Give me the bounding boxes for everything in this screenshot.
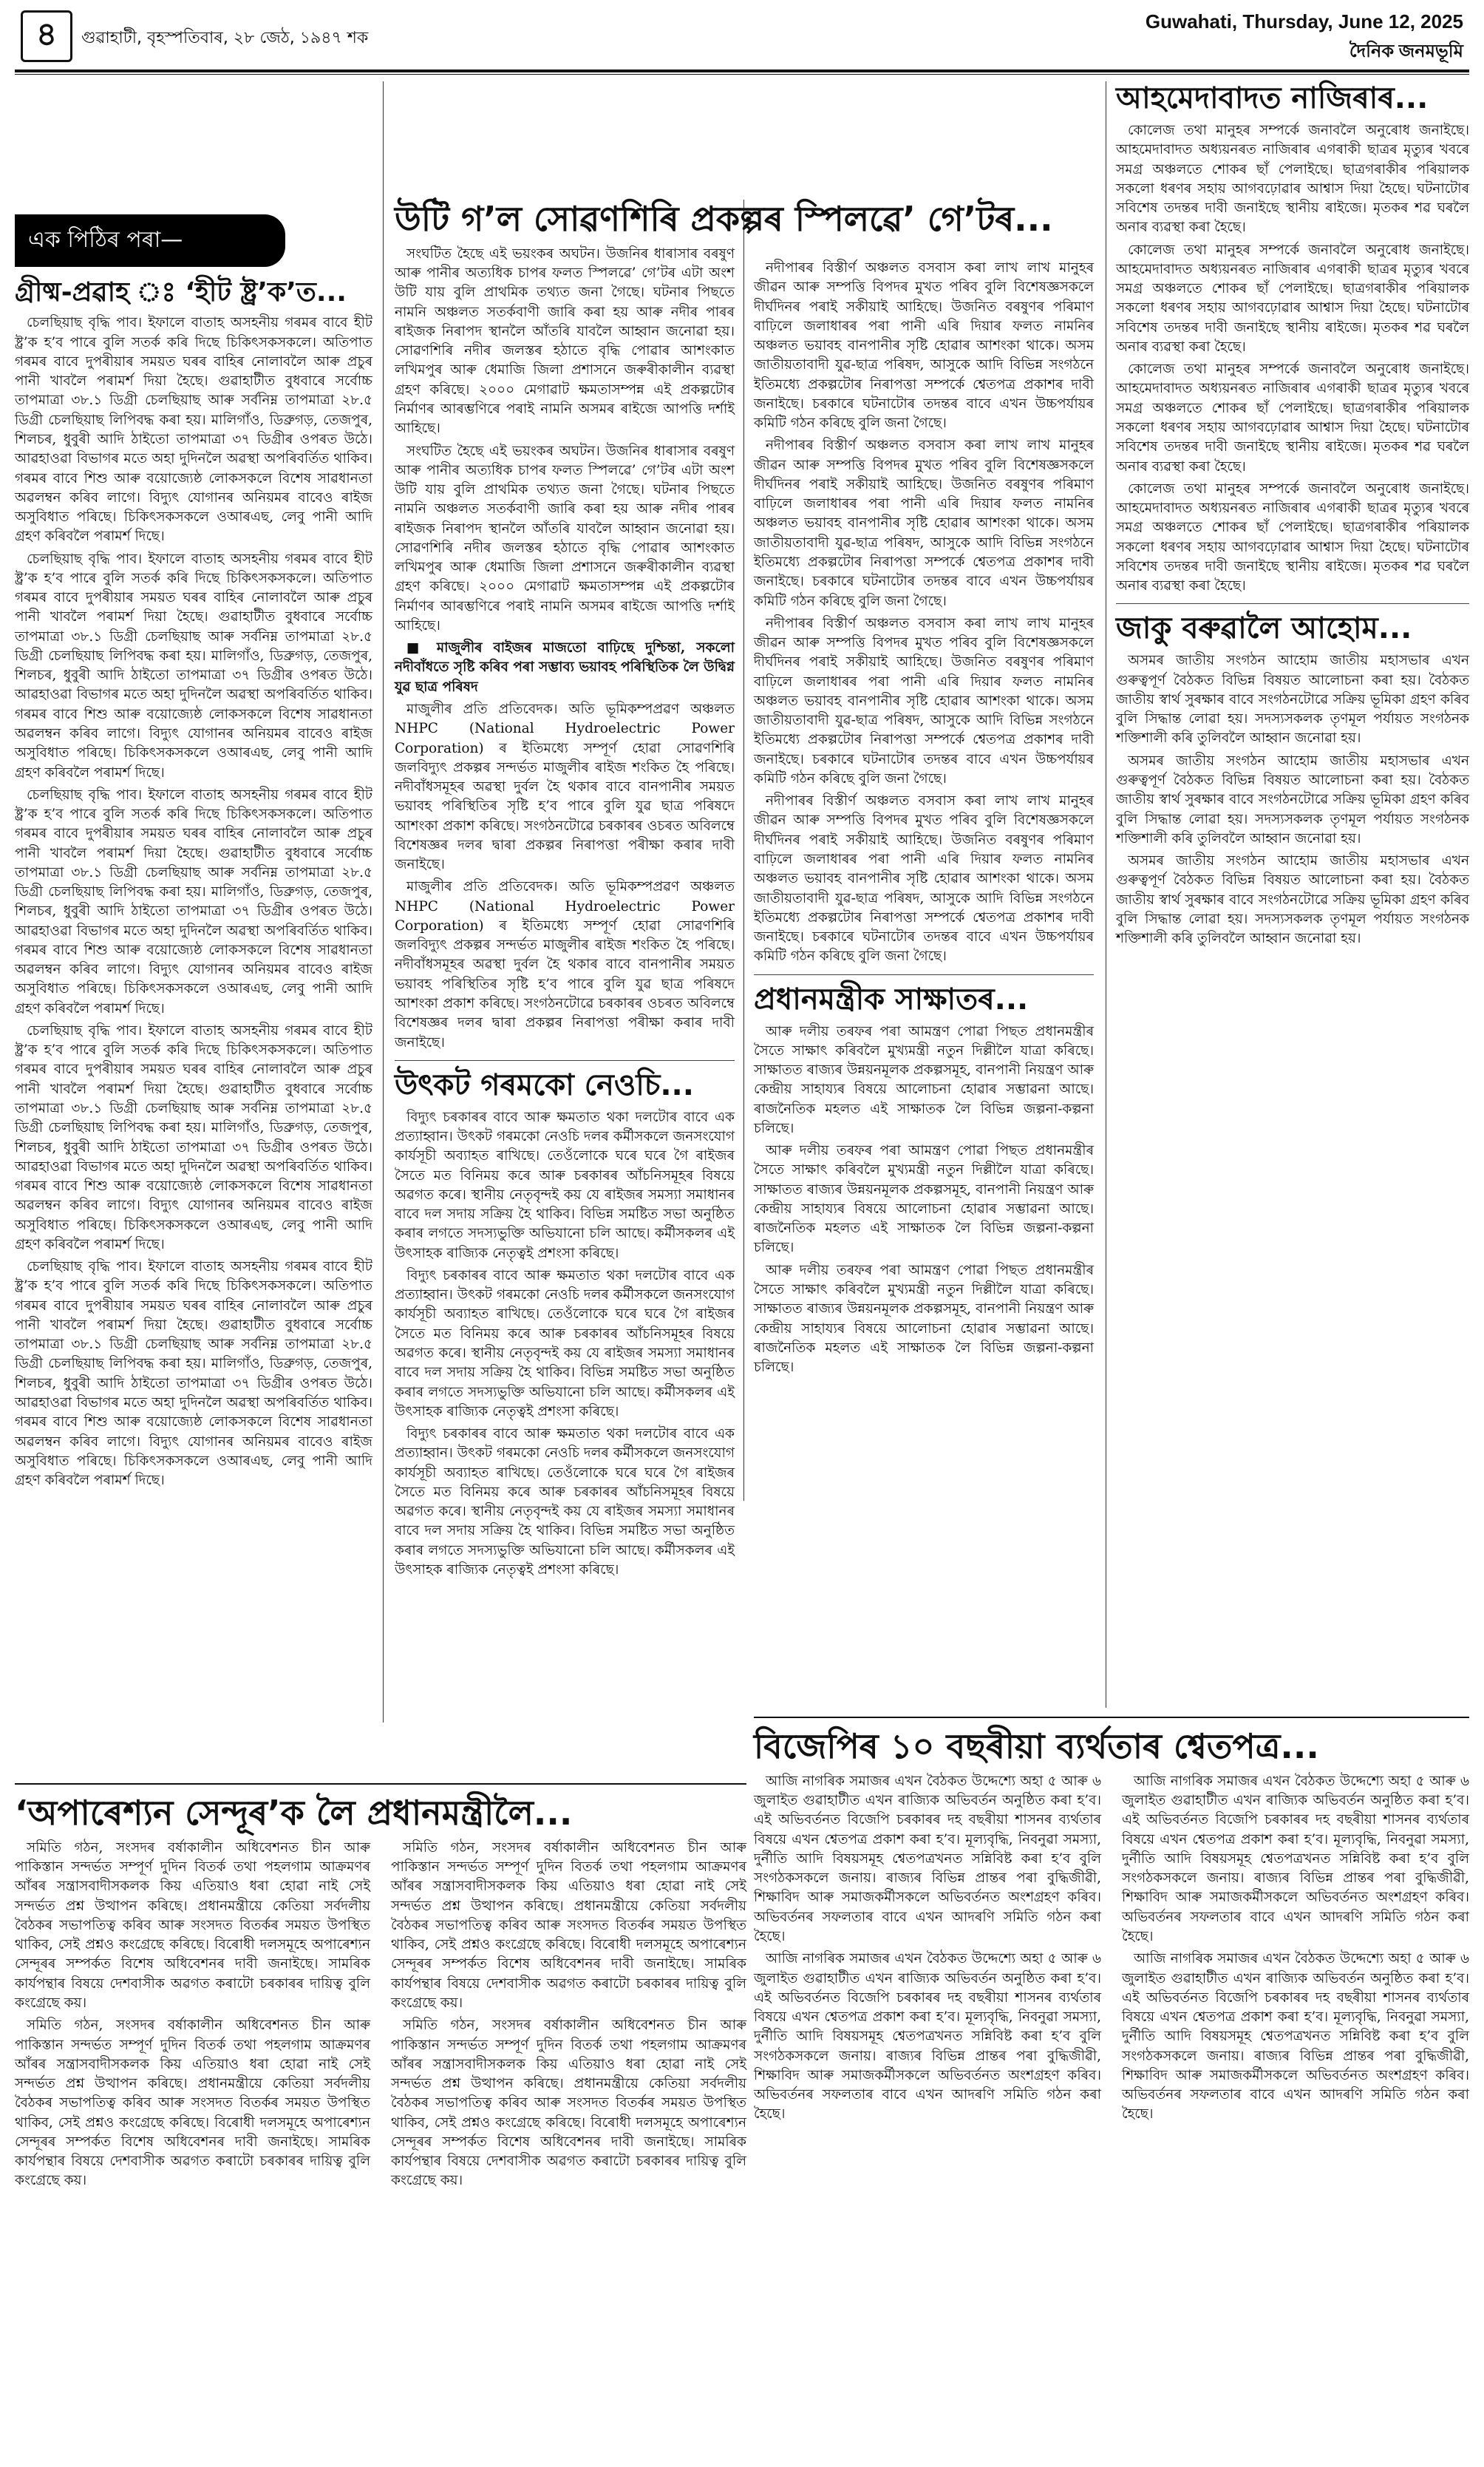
article-body: কোলেজ তথা মানুহৰ সম্পৰ্কে জনাবলৈ অনুৰোধ জনাইছে। আহমেদাবাদত অধ্যয়নৰত নাজিৰাৰ এগৰাকী ছাত্ৰৰ মৃত্যুৰ খবৰে সমগ্ৰ অঞ্চলতে শোকৰ ছাঁ পেলাইছে। ছাত্ৰগৰাকীৰ পৰিয়ালক সকলো ধৰণৰ সহায় আগবঢ়োৱাৰ আশ্বাস দিয়া হৈছে। ঘটনাটোৰ সবিশেষ তদন্তৰ দাবী জনাইছে স্থানীয় ৰাইজে। মৃতকৰ শৱ ঘৰলৈ অনাৰ ব্যৱস্থা কৰা হৈছে।: [1116, 481, 1469, 594]
article-body: বিদ্যুৎ চৰকাৰৰ বাবে আৰু ক্ষমতাত থকা দলটোৰ বাবে এক প্ৰত্যাহ্বান। উৎকট গৰমকো নেওচি দলৰ কৰ্মীসকলে জনসংযোগ কাৰ্যসূচী অব্যাহত ৰাখিছে। তেওঁলোকে ঘৰে ঘৰে গৈ ৰাইজৰ সৈতে মত বিনিময় কৰে আৰু চৰকাৰৰ আঁচনিসমূহৰ বিষয়ে অৱগত কৰে। স্থানীয় নেতৃবৃন্দই কয় যে ৰাইজৰ সমস্যা সমাধানৰ বাবে দল সদায় সক্ৰিয় হৈ থাকিব। বিভিন্ন সমষ্টিত সভা অনুষ্ঠিত কৰাৰ লগতে সদস্যভুক্তি অভিযানো চলি আছে। কৰ্মীসকলৰ এই উৎসাহক ৰাজ্যিক নেতৃত্বই প্ৰশংসা কৰিছে।: [395, 1267, 735, 1419]
article-body: সমিতি গঠন, সংসদৰ বৰ্ষাকালীন অধিবেশনত চীন আৰু পাকিস্তান সন্দৰ্ভত সম্পূৰ্ণ দুদিন বিতৰ্ক তথা পহলগাম আক্ৰমণৰ আঁৰৰ সন্ত্ৰাসবাদীসকলক কিয় এতিয়াও ধৰা হোৱা নাই সেই সন্দৰ্ভত প্ৰশ্ন উত্থাপন কৰিছে। প্ৰধানমন্ত্ৰীয়ে কেতিয়া সৰ্বদলীয় বৈঠকৰ সভাপতিত্ব কৰিব আৰু সংসদত বিতৰ্কৰ সময়ত উপস্থিত থাকিব, সেই প্ৰশ্নও কংগ্ৰেছে কৰিছে। বিৰোধী দলসমূহে অপাৰেশ্যন সেন্দূৰৰ সম্পৰ্কত বিশেষ অধিবেশনৰ দাবী জনাইছে। সামৰিক কাৰ্যপন্থাৰ বিষয়ে দেশবাসীক অৱগত কৰাটো চৰকাৰৰ দায়িত্ব বুলি কংগ্ৰেছে কয়।: [391, 2018, 746, 2189]
column-divider: [383, 81, 384, 1723]
article-body: মাজুলীৰ প্ৰতি প্ৰতিবেদক। অতি ভূমিকম্পপ্ৰৱণ অঞ্চলত NHPC (National Hydroelectric Power Corporation) ৰ ইতিমধ্যে সম্পূৰ্ণ হোৱা সোৱণশিৰি জলবিদ্যুৎ প্ৰকল্পৰ সন্দৰ্ভত মাজুলীৰ ৰাইজ শংকিত হৈ পৰিছে। নদীবাঁধসমূহৰ অৱস্থা দুৰ্বল হৈ থকাৰ বাবে বানপানীৰ সময়ত ভয়াবহ পৰিস্থিতিৰ সৃষ্টি হ’ব পাৰে বুলি যুৱ ছাত্ৰ পৰিষদে আশংকা প্ৰকাশ কৰিছে। সংগঠনটোৱে চৰকাৰৰ ওচৰত অবিলম্বে বিশেষজ্ঞৰ দলৰ দ্বাৰা প্ৰকল্পৰ নিৰাপত্তা পৰীক্ষা কৰাৰ দাবী জনাইছে।: [395, 879, 735, 1051]
article-body: আৰু দলীয় তৰফৰ পৰা আমন্ত্ৰণ পোৱা পিছত প্ৰধানমন্ত্ৰীৰ সৈতে সাক্ষাৎ কৰিবলৈ মুখ্যমন্ত্ৰী নতুন দিল্লীলৈ যাত্ৰা কৰিছে। সাক্ষাতত ৰাজ্যৰ উন্নয়নমূলক প্ৰকল্পসমূহ, বানপানী নিয়ন্ত্ৰণ আৰু কেন্দ্ৰীয় সাহায্যৰ বিষয়ে আলোচনা হোৱাৰ সম্ভাৱনা আছে। ৰাজনৈতিক মহলত এই সাক্ষাতক লৈ বিভিন্ন জল্পনা-কল্পনা চলিছে।: [754, 1023, 1094, 1136]
dateline-assamese: গুৱাহাটী, বৃহস্পতিবাৰ, ২৮ জেঠ, ১৯৪৭ শক: [81, 29, 369, 47]
column-3: [754, 259, 1094, 1442]
dateline-english: Guwahati, Thursday, June 12, 2025: [1145, 10, 1463, 33]
masthead-right: [1146, 10, 1463, 67]
article-body: কোলেজ তথা মানুহৰ সম্পৰ্কে জনাবলৈ অনুৰোধ জনাইছে। আহমেদাবাদত অধ্যয়নৰত নাজিৰাৰ এগৰাকী ছাত্ৰৰ মৃত্যুৰ খবৰে সমগ্ৰ অঞ্চলতে শোকৰ ছাঁ পেলাইছে। ছাত্ৰগৰাকীৰ পৰিয়ালক সকলো ধৰণৰ সহায় আগবঢ়োৱাৰ আশ্বাস দিয়া হৈছে। ঘটনাটোৰ সবিশেষ তদন্তৰ দাবী জনাইছে স্থানীয় ৰাইজে। মৃতকৰ শৱ ঘৰলৈ অনাৰ ব্যৱস্থা কৰা হৈছে।: [1116, 242, 1469, 355]
headline-bjp-white-paper: বিজেপিৰ ১০ বছৰীয়া ব্যৰ্থতাৰ শ্বেতপত্ৰ...: [754, 1726, 1319, 1766]
article-body: সমিতি গঠন, সংসদৰ বৰ্ষাকালীন অধিবেশনত চীন আৰু পাকিস্তান সন্দৰ্ভত সম্পূৰ্ণ দুদিন বিতৰ্ক তথা পহলগাম আক্ৰমণৰ আঁৰৰ সন্ত্ৰাসবাদীসকলক কিয় এতিয়াও ধৰা হোৱা নাই সেই সন্দৰ্ভত প্ৰশ্ন উত্থাপন কৰিছে। প্ৰধানমন্ত্ৰীয়ে কেতিয়া সৰ্বদলীয় বৈঠকৰ সভাপতিত্ব কৰিব আৰু সংসদত বিতৰ্কৰ সময়ত উপস্থিত থাকিব, সেই প্ৰশ্নও কংগ্ৰেছে কৰিছে। বিৰোধী দলসমূহে অপাৰেশ্যন সেন্দূৰৰ সম্পৰ্কত বিশেষ অধিবেশনৰ দাবী জনাইছে। সামৰিক কাৰ্যপন্থাৰ বিষয়ে দেশবাসীক অৱগত কৰাটো চৰকাৰৰ দায়িত্ব বুলি কংগ্ৰেছে কয়।: [15, 1839, 370, 2012]
article-subhead: ■ মাজুলীৰ বাইজৰ মাজতো বাঢ়িছে দুশ্চিন্তা, সকলো নদীবাঁধতে সৃষ্টি কৰিব পৰা সম্ভাব্য ভয়াবহ পৰিস্থিতিক লৈ উদ্বিগ্ন যুৱ ছাত্ৰ পৰিষদ: [395, 640, 735, 695]
headline-jakhu-baruah: জাকু বৰুৱালৈ আহোম...: [1116, 611, 1412, 646]
article-body: অসমৰ জাতীয় সংগঠন আহোম জাতীয় মহাসভাৰ এখন গুৰুত্বপূৰ্ণ বৈঠকত বিভিন্ন বিষয়ত আলোচনা কৰা হয়। বৈঠকত জাতীয় স্বাৰ্থ সুৰক্ষাৰ বাবে সংগঠনটোৱে সক্ৰিয় ভূমিকা গ্ৰহণ কৰিব বুলি সিদ্ধান্ত লোৱা হয়। সদস্যসকলক তৃণমূল পৰ্যায়ত সংগঠনক শক্তিশালী কৰি তুলিবলৈ আহ্বান জনোৱা হয়।: [1116, 753, 1469, 846]
article-extreme-heat: [395, 1108, 735, 1580]
headline-heat-wave: গ্ৰীষ্ম-প্ৰৱাহ ঃ ‘হীট ষ্ট্ৰ’ক’ত...: [15, 277, 347, 308]
headline-ahmedabad: আহমেদাবাদত নাজিৰাৰ...: [1116, 81, 1429, 115]
article-body: আজি নাগৰিক সমাজৰ এখন বৈঠকত উদ্দেশ্যে অহা ৫ আৰু ৬ জুলাইত গুৱাহাটীত এখন ৰাজ্যিক অভিবৰ্তন অনুষ্ঠিত কৰা হ’ব। এই অভিবৰ্তনত বিজেপি চৰকাৰৰ দহ বছৰীয়া শাসনৰ ব্যৰ্থতাৰ বিষয়ে এখন শ্বেতপত্ৰ প্ৰকাশ কৰা হ’ব। মূল্যবৃদ্ধি, নিবনুৱা সমস্যা, দুৰ্নীতি আদি বিষয়সমূহ শ্বেতপত্ৰখনত সন্নিবিষ্ট কৰা হ’ব বুলি সংগঠকসকলে জনায়। ৰাজ্যৰ বিভিন্ন প্ৰান্তৰ পৰা বুদ্ধিজীৱী, শিক্ষাবিদ আৰু সমাজকৰ্মীসকলে অভিবৰ্তনত অংশগ্ৰহণ কৰিব। অভিবৰ্তনৰ সফলতাৰ বাবে এখন আদৰণি সমিতি গঠন কৰা হৈছে।: [754, 1951, 1101, 2122]
article-body: কোলেজ তথা মানুহৰ সম্পৰ্কে জনাবলৈ অনুৰোধ জনাইছে। আহমেদাবাদত অধ্যয়নৰত নাজিৰাৰ এগৰাকী ছাত্ৰৰ মৃত্যুৰ খবৰে সমগ্ৰ অঞ্চলতে শোকৰ ছাঁ পেলাইছে। ছাত্ৰগৰাকীৰ পৰিয়ালক সকলো ধৰণৰ সহায় আগবঢ়োৱাৰ আশ্বাস দিয়া হৈছে। ঘটনাটোৰ সবিশেষ তদন্তৰ দাবী জনাইছে স্থানীয় ৰাইজে। মৃতকৰ শৱ ঘৰলৈ অনাৰ ব্যৱস্থা কৰা হৈছে।: [1116, 362, 1469, 475]
article-body: নদীপাৰৰ বিস্তীৰ্ণ অঞ্চলত বসবাস কৰা লাখ লাখ মানুহৰ জীৱন আৰু সম্পত্তি বিপদৰ মুখত পৰিব বুলি বিশেষজ্ঞসকলে দীৰ্ঘদিনৰ পৰাই সকীয়াই আহিছে। উজনিত বৰষুণৰ পৰিমাণ বাঢ়িলে জলাধাৰৰ পৰা পানী এৰি দিয়াৰ ফলত নামনিৰ অঞ্চলত ভয়াবহ বানপানীৰ সৃষ্টি হোৱাৰ আশংকা থাকে। অসম জাতীয়তাবাদী যুৱ-ছাত্ৰ পৰিষদ, আসুকে আদি বিভিন্ন সংগঠনে ইতিমধ্যে প্ৰকল্পটোৰ নিৰাপত্তা সম্পৰ্কে শ্বেতপত্ৰ প্ৰকাশৰ দাবী জনাইছে। চৰকাৰে ঘটনাটোৰ তদন্তৰ বাবে এখন উচ্চপৰ্যায়ৰ কমিটি গঠন কৰিছে বুলি জনা গৈছে।: [754, 438, 1094, 609]
article-body: বিদ্যুৎ চৰকাৰৰ বাবে আৰু ক্ষমতাত থকা দলটোৰ বাবে এক প্ৰত্যাহ্বান। উৎকট গৰমকো নেওচি দলৰ কৰ্মীসকলে জনসংযোগ কাৰ্যসূচী অব্যাহত ৰাখিছে। তেওঁলোকে ঘৰে ঘৰে গৈ ৰাইজৰ সৈতে মত বিনিময় কৰে আৰু চৰকাৰৰ আঁচনিসমূহৰ বিষয়ে অৱগত কৰে। স্থানীয় নেতৃবৃন্দই কয় যে ৰাইজৰ সমস্যা সমাধানৰ বাবে দল সদায় সক্ৰিয় হৈ থাকিব। বিভিন্ন সমষ্টিত সভা অনুষ্ঠিত কৰাৰ লগতে সদস্যভুক্তি অভিযানো চলি আছে। কৰ্মীসকলৰ এই উৎসাহক ৰাজ্যিক নেতৃত্বই প্ৰশংসা কৰিছে।: [395, 1426, 735, 1578]
article-body: চেলছিয়াছ বৃদ্ধি পাব। ইফালে বাতাহ অসহনীয় গৰমৰ বাবে হীট ষ্ট্ৰ’ক হ’ব পাৰে বুলি সতৰ্ক কৰি দিছে চিকিৎসকসকলে। অতিপাত গৰমৰ বাবে দুপৰীয়াৰ সময়ত ঘৰৰ বাহিৰ নোলাবলৈ আৰু প্ৰচুৰ পানী খাবলৈ পৰামৰ্শ দিয়া হৈছে। গুৱাহাটীত বুধবাৰে সৰ্বোচ্চ তাপমাত্ৰা ৩৮.১ ডিগ্ৰী চেলছিয়াছ আৰু সৰ্বনিম্ন তাপমাত্ৰা ২৮.৫ ডিগ্ৰী চেলছিয়াছ লিপিবদ্ধ কৰা হয়। মালিগাঁও, ডিব্ৰুগড়, তেজপুৰ, শিলচৰ, ধুবুৰী আদি ঠাইতো তাপমাত্ৰা ৩৭ ডিগ্ৰীৰ ওপৰত উঠে। আৱহাওৱা বিভাগৰ মতে অহা দুদিনলৈ অৱস্থা অপৰিবৰ্তিত থাকিব। গৰমৰ বাবে শিশু আৰু বয়োজ্যেষ্ঠ লোকসকলে বিশেষ সাৱধানতা অৱলম্বন কৰিব লাগে। বিদ্যুৎ যোগানৰ অনিয়মৰ বাবেও ৰাইজ অসুবিধাত পৰিছে। চিকিৎসকসকলে ওআৰএছ, লেবু পানী আদি গ্ৰহণ কৰিবলৈ পৰামৰ্শ দিছে।: [15, 551, 372, 781]
headline-extreme-heat: উৎকট গৰমকো নেওচি...: [395, 1068, 694, 1102]
article-pm-meeting: [754, 1022, 1094, 1378]
article-ahmedabad: [1116, 121, 1469, 596]
article-subansiri: [395, 245, 735, 1053]
story-bjp-white-paper: [754, 1708, 1469, 2454]
article-body: সংঘটিত হৈছে এই ভয়ংকৰ অঘটন। উজনিৰ ধাৰাসাৰ বৰষুণ আৰু পানীৰ অত্যধিক চাপৰ ফলত স্পিলৱে’ গে’টৰ এটা অংশ উটি যায় বুলি প্ৰাথমিক তথ্যত জনা গৈছে। ঘটনাৰ পিছতে নামনি অঞ্চলত সতৰ্কবাণী জাৰি কৰা হয় আৰু নদীৰ পাৰৰ ৰাইজক নিৰাপদ স্থানলৈ আঁতৰি যাবলৈ আহ্বান জনোৱা হয়। সোৱণশিৰি নদীৰ জলস্তৰ হঠাতে বৃদ্ধি পোৱাৰ আশংকাত লখিমপুৰ আৰু ধেমাজি জিলা প্ৰশাসনে জৰুৰীকালীন ব্যৱস্থা গ্ৰহণ কৰিছে। ২০০০ মেগাৱাট ক্ষমতাসম্পন্ন এই প্ৰকল্পটোৰ নিৰ্মাণৰ আৰম্ভণিৰে পৰাই নামনি অসমৰ ৰাইজে আপত্তি দৰ্শাই আহিছে।: [395, 245, 735, 437]
article-body: চেলছিয়াছ বৃদ্ধি পাব। ইফালে বাতাহ অসহনীয় গৰমৰ বাবে হীট ষ্ট্ৰ’ক হ’ব পাৰে বুলি সতৰ্ক কৰি দিছে চিকিৎসকসকলে। অতিপাত গৰমৰ বাবে দুপৰীয়াৰ সময়ত ঘৰৰ বাহিৰ নোলাবলৈ আৰু প্ৰচুৰ পানী খাবলৈ পৰামৰ্শ দিয়া হৈছে। গুৱাহাটীত বুধবাৰে সৰ্বোচ্চ তাপমাত্ৰা ৩৮.১ ডিগ্ৰী চেলছিয়াছ আৰু সৰ্বনিম্ন তাপমাত্ৰা ২৮.৫ ডিগ্ৰী চেলছিয়াছ লিপিবদ্ধ কৰা হয়। মালিগাঁও, ডিব্ৰুগড়, তেজপুৰ, শিলচৰ, ধুবুৰী আদি ঠাইতো তাপমাত্ৰা ৩৭ ডিগ্ৰীৰ ওপৰত উঠে। আৱহাওৱা বিভাগৰ মতে অহা দুদিনলৈ অৱস্থা অপৰিবৰ্তিত থাকিব। গৰমৰ বাবে শিশু আৰু বয়োজ্যেষ্ঠ লোকসকলে বিশেষ সাৱধানতা অৱলম্বন কৰিব লাগে। বিদ্যুৎ যোগানৰ অনিয়মৰ বাবেও ৰাইজ অসুবিধাত পৰিছে। চিকিৎসকসকলে ওআৰএছ, লেবু পানী আদি গ্ৰহণ কৰিবলৈ পৰামৰ্শ দিছে।: [15, 315, 372, 545]
article-jakhu-baruah: [1116, 651, 1469, 949]
headline-operation-sindoor: ‘অপাৰেশ্যন সেন্দূৰ’ক লৈ প্ৰধানমন্ত্ৰীলৈ...: [15, 1793, 573, 1833]
article-body: আৰু দলীয় তৰফৰ পৰা আমন্ত্ৰণ পোৱা পিছত প্ৰধানমন্ত্ৰীৰ সৈতে সাক্ষাৎ কৰিবলৈ মুখ্যমন্ত্ৰী নতুন দিল্লীলৈ যাত্ৰা কৰিছে। সাক্ষাতত ৰাজ্যৰ উন্নয়নমূলক প্ৰকল্পসমূহ, বানপানী নিয়ন্ত্ৰণ আৰু কেন্দ্ৰীয় সাহায্যৰ বিষয়ে আলোচনা হোৱাৰ সম্ভাৱনা আছে। ৰাজনৈতিক মহলত এই সাক্ষাতক লৈ বিভিন্ন জল্পনা-কল্পনা চলিছে।: [754, 1262, 1094, 1376]
article-spillway-cont: [754, 259, 1094, 967]
article-body: অসমৰ জাতীয় সংগঠন আহোম জাতীয় মহাসভাৰ এখন গুৰুত্বপূৰ্ণ বৈঠকত বিভিন্ন বিষয়ত আলোচনা কৰা হয়। বৈঠকত জাতীয় স্বাৰ্থ সুৰক্ষাৰ বাবে সংগঠনটোৱে সক্ৰিয় ভূমিকা গ্ৰহণ কৰিব বুলি সিদ্ধান্ত লোৱা হয়। সদস্যসকলক তৃণমূল পৰ্যায়ত সংগঠনক শক্তিশালী কৰি তুলিবলৈ আহ্বান জনোৱা হয়।: [1116, 653, 1469, 747]
kicker-label: এক পিঠিৰ পৰা—: [15, 214, 285, 267]
article-body: আজি নাগৰিক সমাজৰ এখন বৈঠকত উদ্দেশ্যে অহা ৫ আৰু ৬ জুলাইত গুৱাহাটীত এখন ৰাজ্যিক অভিবৰ্তন অনুষ্ঠিত কৰা হ’ব। এই অভিবৰ্তনত বিজেপি চৰকাৰৰ দহ বছৰীয়া শাসনৰ ব্যৰ্থতাৰ বিষয়ে এখন শ্বেতপত্ৰ প্ৰকাশ কৰা হ’ব। মূল্যবৃদ্ধি, নিবনুৱা সমস্যা, দুৰ্নীতি আদি বিষয়সমূহ শ্বেতপত্ৰখনত সন্নিবিষ্ট কৰা হ’ব বুলি সংগঠকসকলে জনায়। ৰাজ্যৰ বিভিন্ন প্ৰান্তৰ পৰা বুদ্ধিজীৱী, শিক্ষাবিদ আৰু সমাজকৰ্মীসকলে অভিবৰ্তনত অংশগ্ৰহণ কৰিব। অভিবৰ্তনৰ সফলতাৰ বাবে এখন আদৰণি সমিতি গঠন কৰা হৈছে।: [754, 1773, 1101, 1945]
headline-subansiri: উটি গ’ল সোৱণশিৰি প্ৰকল্পৰ স্পিলৱে’ গে’টৰ...: [395, 199, 1053, 239]
article-body: কোলেজ তথা মানুহৰ সম্পৰ্কে জনাবলৈ অনুৰোধ জনাইছে। আহমেদাবাদত অধ্যয়নৰত নাজিৰাৰ এগৰাকী ছাত্ৰৰ মৃত্যুৰ খবৰে সমগ্ৰ অঞ্চলতে শোকৰ ছাঁ পেলাইছে। ছাত্ৰগৰাকীৰ পৰিয়ালক সকলো ধৰণৰ সহায় আগবঢ়োৱাৰ আশ্বাস দিয়া হৈছে। ঘটনাটোৰ সবিশেষ তদন্তৰ দাবী জনাইছে স্থানীয় ৰাইজে। মৃতকৰ শৱ ঘৰলৈ অনাৰ ব্যৱস্থা কৰা হৈছে।: [1116, 123, 1469, 236]
paper-name: দৈনিক জনমভূমি: [1349, 41, 1463, 61]
article-body: চেলছিয়াছ বৃদ্ধি পাব। ইফালে বাতাহ অসহনীয় গৰমৰ বাবে হীট ষ্ট্ৰ’ক হ’ব পাৰে বুলি সতৰ্ক কৰি দিছে চিকিৎসকসকলে। অতিপাত গৰমৰ বাবে দুপৰীয়াৰ সময়ত ঘৰৰ বাহিৰ নোলাবলৈ আৰু প্ৰচুৰ পানী খাবলৈ পৰামৰ্শ দিয়া হৈছে। গুৱাহাটীত বুধবাৰে সৰ্বোচ্চ তাপমাত্ৰা ৩৮.১ ডিগ্ৰী চেলছিয়াছ আৰু সৰ্বনিম্ন তাপমাত্ৰা ২৮.৫ ডিগ্ৰী চেলছিয়াছ লিপিবদ্ধ কৰা হয়। মালিগাঁও, ডিব্ৰুগড়, তেজপুৰ, শিলচৰ, ধুবুৰী আদি ঠাইতো তাপমাত্ৰা ৩৭ ডিগ্ৰীৰ ওপৰত উঠে। আৱহাওৱা বিভাগৰ মতে অহা দুদিনলৈ অৱস্থা অপৰিবৰ্তিত থাকিব। গৰমৰ বাবে শিশু আৰু বয়োজ্যেষ্ঠ লোকসকলে বিশেষ সাৱধানতা অৱলম্বন কৰিব লাগে। বিদ্যুৎ যোগানৰ অনিয়মৰ বাবেও ৰাইজ অসুবিধাত পৰিছে। চিকিৎসকসকলে ওআৰএছ, লেবু পানী আদি গ্ৰহণ কৰিবলৈ পৰামৰ্শ দিছে।: [15, 787, 372, 1017]
article-body: সমিতি গঠন, সংসদৰ বৰ্ষাকালীন অধিবেশনত চীন আৰু পাকিস্তান সন্দৰ্ভত সম্পূৰ্ণ দুদিন বিতৰ্ক তথা পহলগাম আক্ৰমণৰ আঁৰৰ সন্ত্ৰাসবাদীসকলক কিয় এতিয়াও ধৰা হোৱা নাই সেই সন্দৰ্ভত প্ৰশ্ন উত্থাপন কৰিছে। প্ৰধানমন্ত্ৰীয়ে কেতিয়া সৰ্বদলীয় বৈঠকৰ সভাপতিত্ব কৰিব আৰু সংসদত বিতৰ্কৰ সময়ত উপস্থিত থাকিব, সেই প্ৰশ্নও কংগ্ৰেছে কৰিছে। বিৰোধী দলসমূহে অপাৰেশ্যন সেন্দূৰৰ সম্পৰ্কত বিশেষ অধিবেশনৰ দাবী জনাইছে। সামৰিক কাৰ্যপন্থাৰ বিষয়ে দেশবাসীক অৱগত কৰাটো চৰকাৰৰ দায়িত্ব বুলি কংগ্ৰেছে কয়।: [391, 1839, 746, 2012]
column-4: [1116, 81, 1469, 1560]
section-rule: [395, 1060, 735, 1061]
article-heat-wave: [15, 313, 372, 1490]
section-rule: [15, 1783, 746, 1785]
headline-pm-meeting: প্ৰধানমন্ত্ৰীক সাক্ষাতৰ...: [754, 982, 1029, 1017]
article-body: নদীপাৰৰ বিস্তীৰ্ণ অঞ্চলত বসবাস কৰা লাখ লাখ মানুহৰ জীৱন আৰু সম্পত্তি বিপদৰ মুখত পৰিব বুলি বিশেষজ্ঞসকলে দীৰ্ঘদিনৰ পৰাই সকীয়াই আহিছে। উজনিত বৰষুণৰ পৰিমাণ বাঢ়িলে জলাধাৰৰ পৰা পানী এৰি দিয়াৰ ফলত নামনিৰ অঞ্চলত ভয়াবহ বানপানীৰ সৃষ্টি হোৱাৰ আশংকা থাকে। অসম জাতীয়তাবাদী যুৱ-ছাত্ৰ পৰিষদ, আসুকে আদি বিভিন্ন সংগঠনে ইতিমধ্যে প্ৰকল্পটোৰ নিৰাপত্তা সম্পৰ্কে শ্বেতপত্ৰ প্ৰকাশৰ দাবী জনাইছে। চৰকাৰে ঘটনাটোৰ তদন্তৰ বাবে এখন উচ্চপৰ্যায়ৰ কমিটি গঠন কৰিছে বুলি জনা গৈছে।: [754, 260, 1094, 432]
article-body: নদীপাৰৰ বিস্তীৰ্ণ অঞ্চলত বসবাস কৰা লাখ লাখ মানুহৰ জীৱন আৰু সম্পত্তি বিপদৰ মুখত পৰিব বুলি বিশেষজ্ঞসকলে দীৰ্ঘদিনৰ পৰাই সকীয়াই আহিছে। উজনিত বৰষুণৰ পৰিমাণ বাঢ়িলে জলাধাৰৰ পৰা পানী এৰি দিয়াৰ ফলত নামনিৰ অঞ্চলত ভয়াবহ বানপানীৰ সৃষ্টি হোৱাৰ আশংকা থাকে। অসম জাতীয়তাবাদী যুৱ-ছাত্ৰ পৰিষদ, আসুকে আদি বিভিন্ন সংগঠনে ইতিমধ্যে প্ৰকল্পটোৰ নিৰাপত্তা সম্পৰ্কে শ্বেতপত্ৰ প্ৰকাশৰ দাবী জনাইছে। চৰকাৰে ঘটনাটোৰ তদন্তৰ বাবে এখন উচ্চপৰ্যায়ৰ কমিটি গঠন কৰিছে বুলি জনা গৈছে।: [754, 793, 1094, 965]
column-divider: [743, 200, 744, 1501]
article-body: চেলছিয়াছ বৃদ্ধি পাব। ইফালে বাতাহ অসহনীয় গৰমৰ বাবে হীট ষ্ট্ৰ’ক হ’ব পাৰে বুলি সতৰ্ক কৰি দিছে চিকিৎসকসকলে। অতিপাত গৰমৰ বাবে দুপৰীয়াৰ সময়ত ঘৰৰ বাহিৰ নোলাবলৈ আৰু প্ৰচুৰ পানী খাবলৈ পৰামৰ্শ দিয়া হৈছে। গুৱাহাটীত বুধবাৰে সৰ্বোচ্চ তাপমাত্ৰা ৩৮.১ ডিগ্ৰী চেলছিয়াছ আৰু সৰ্বনিম্ন তাপমাত্ৰা ২৮.৫ ডিগ্ৰী চেলছিয়াছ লিপিবদ্ধ কৰা হয়। মালিগাঁও, ডিব্ৰুগড়, তেজপুৰ, শিলচৰ, ধুবুৰী আদি ঠাইতো তাপমাত্ৰা ৩৭ ডিগ্ৰীৰ ওপৰত উঠে। আৱহাওৱা বিভাগৰ মতে অহা দুদিনলৈ অৱস্থা অপৰিবৰ্তিত থাকিব। গৰমৰ বাবে শিশু আৰু বয়োজ্যেষ্ঠ লোকসকলে বিশেষ সাৱধানতা অৱলম্বন কৰিব লাগে। বিদ্যুৎ যোগানৰ অনিয়মৰ বাবেও ৰাইজ অসুবিধাত পৰিছে। চিকিৎসকসকলে ওআৰএছ, লেবু পানী আদি গ্ৰহণ কৰিবলৈ পৰামৰ্শ দিছে।: [15, 1259, 372, 1489]
page-number: ৪: [21, 10, 72, 62]
article-body: মাজুলীৰ প্ৰতি প্ৰতিবেদক। অতি ভূমিকম্পপ্ৰৱণ অঞ্চলত NHPC (National Hydroelectric Power Corporation) ৰ ইতিমধ্যে সম্পূৰ্ণ হোৱা সোৱণশিৰি জলবিদ্যুৎ প্ৰকল্পৰ সন্দৰ্ভত মাজুলীৰ ৰাইজ শংকিত হৈ পৰিছে। নদীবাঁধসমূহৰ অৱস্থা দুৰ্বল হৈ থকাৰ বাবে বানপানীৰ সময়ত ভয়াবহ পৰিস্থিতিৰ সৃষ্টি হ’ব পাৰে বুলি যুৱ ছাত্ৰ পৰিষদে আশংকা প্ৰকাশ কৰিছে। সংগঠনটোৱে চৰকাৰৰ ওচৰত অবিলম্বে বিশেষজ্ঞৰ দলৰ দ্বাৰা প্ৰকল্পৰ নিৰাপত্তা পৰীক্ষা কৰাৰ দাবী জনাইছে।: [395, 702, 735, 873]
article-body: নদীপাৰৰ বিস্তীৰ্ণ অঞ্চলত বসবাস কৰা লাখ লাখ মানুহৰ জীৱন আৰু সম্পত্তি বিপদৰ মুখত পৰিব বুলি বিশেষজ্ঞসকলে দীৰ্ঘদিনৰ পৰাই সকীয়াই আহিছে। উজনিত বৰষুণৰ পৰিমাণ বাঢ়িলে জলাধাৰৰ পৰা পানী এৰি দিয়াৰ ফলত নামনিৰ অঞ্চলত ভয়াবহ বানপানীৰ সৃষ্টি হোৱাৰ আশংকা থাকে। অসম জাতীয়তাবাদী যুৱ-ছাত্ৰ পৰিষদ, আসুকে আদি বিভিন্ন সংগঠনে ইতিমধ্যে প্ৰকল্পটোৰ নিৰাপত্তা সম্পৰ্কে শ্বেতপত্ৰ প্ৰকাশৰ দাবী জনাইছে। চৰকাৰে ঘটনাটোৰ তদন্তৰ বাবে এখন উচ্চপৰ্যায়ৰ কমিটি গঠন কৰিছে বুলি জনা গৈছে।: [754, 615, 1094, 787]
article-bjp-white-paper: [754, 1772, 1469, 2128]
article-body: অসমৰ জাতীয় সংগঠন আহোম জাতীয় মহাসভাৰ এখন গুৰুত্বপূৰ্ণ বৈঠকত বিভিন্ন বিষয়ত আলোচনা কৰা হয়। বৈঠকত জাতীয় স্বাৰ্থ সুৰক্ষাৰ বাবে সংগঠনটোৱে সক্ৰিয় ভূমিকা গ্ৰহণ কৰিব বুলি সিদ্ধান্ত লোৱা হয়। সদস্যসকলক তৃণমূল পৰ্যায়ত সংগঠনক শক্তিশালী কৰি তুলিবলৈ আহ্বান জনোৱা হয়।: [1116, 853, 1469, 947]
section-rule: [754, 1717, 1469, 1718]
article-body: আজি নাগৰিক সমাজৰ এখন বৈঠকত উদ্দেশ্যে অহা ৫ আৰু ৬ জুলাইত গুৱাহাটীত এখন ৰাজ্যিক অভিবৰ্তন অনুষ্ঠিত কৰা হ’ব। এই অভিবৰ্তনত বিজেপি চৰকাৰৰ দহ বছৰীয়া শাসনৰ ব্যৰ্থতাৰ বিষয়ে এখন শ্বেতপত্ৰ প্ৰকাশ কৰা হ’ব। মূল্যবৃদ্ধি, নিবনুৱা সমস্যা, দুৰ্নীতি আদি বিষয়সমূহ শ্বেতপত্ৰখনত সন্নিবিষ্ট কৰা হ’ব বুলি সংগঠকসকলে জনায়। ৰাজ্যৰ বিভিন্ন প্ৰান্তৰ পৰা বুদ্ধিজীৱী, শিক্ষাবিদ আৰু সমাজকৰ্মীসকলে অভিবৰ্তনত অংশগ্ৰহণ কৰিব। অভিবৰ্তনৰ সফলতাৰ বাবে এখন আদৰণি সমিতি গঠন কৰা হৈছে।: [1122, 1773, 1469, 1945]
article-body: সমিতি গঠন, সংসদৰ বৰ্ষাকালীন অধিবেশনত চীন আৰু পাকিস্তান সন্দৰ্ভত সম্পূৰ্ণ দুদিন বিতৰ্ক তথা পহলগাম আক্ৰমণৰ আঁৰৰ সন্ত্ৰাসবাদীসকলক কিয় এতিয়াও ধৰা হোৱা নাই সেই সন্দৰ্ভত প্ৰশ্ন উত্থাপন কৰিছে। প্ৰধানমন্ত্ৰীয়ে কেতিয়া সৰ্বদলীয় বৈঠকৰ সভাপতিত্ব কৰিব আৰু সংসদত বিতৰ্কৰ সময়ত উপস্থিত থাকিব, সেই প্ৰশ্নও কংগ্ৰেছে কৰিছে। বিৰোধী দলসমূহে অপাৰেশ্যন সেন্দূৰৰ সম্পৰ্কত বিশেষ অধিবেশনৰ দাবী জনাইছে। সামৰিক কাৰ্যপন্থাৰ বিষয়ে দেশবাসীক অৱগত কৰাটো চৰকাৰৰ দায়িত্ব বুলি কংগ্ৰেছে কয়।: [15, 2018, 370, 2189]
story-operation-sindoor: [15, 1774, 746, 2454]
article-body: সংঘটিত হৈছে এই ভয়ংকৰ অঘটন। উজনিৰ ধাৰাসাৰ বৰষুণ আৰু পানীৰ অত্যধিক চাপৰ ফলত স্পিলৱে’ গে’টৰ এটা অংশ উটি যায় বুলি প্ৰাথমিক তথ্যত জনা গৈছে। ঘটনাৰ পিছতে নামনি অঞ্চলত সতৰ্কবাণী জাৰি কৰা হয় আৰু নদীৰ পাৰৰ ৰাইজক নিৰাপদ স্থানলৈ আঁতৰি যাবলৈ আহ্বান জনোৱা হয়। সোৱণশিৰি নদীৰ জলস্তৰ হঠাতে বৃদ্ধি পোৱাৰ আশংকাত লখিমপুৰ আৰু ধেমাজি জিলা প্ৰশাসনে জৰুৰীকালীন ব্যৱস্থা গ্ৰহণ কৰিছে। ২০০০ মেগাৱাট ক্ষমতাসম্পন্ন এই প্ৰকল্পটোৰ নিৰ্মাণৰ আৰম্ভণিৰে পৰাই নামনি অসমৰ ৰাইজে আপত্তি দৰ্শাই আহিছে।: [395, 443, 735, 634]
masthead-rule: [15, 69, 1469, 72]
article-body: বিদ্যুৎ চৰকাৰৰ বাবে আৰু ক্ষমতাত থকা দলটোৰ বাবে এক প্ৰত্যাহ্বান। উৎকট গৰমকো নেওচি দলৰ কৰ্মীসকলে জনসংযোগ কাৰ্যসূচী অব্যাহত ৰাখিছে। তেওঁলোকে ঘৰে ঘৰে গৈ ৰাইজৰ সৈতে মত বিনিময় কৰে আৰু চৰকাৰৰ আঁচনিসমূহৰ বিষয়ে অৱগত কৰে। স্থানীয় নেতৃবৃন্দই কয় যে ৰাইজৰ সমস্যা সমাধানৰ বাবে দল সদায় সক্ৰিয় হৈ থাকিব। বিভিন্ন সমষ্টিত সভা অনুষ্ঠিত কৰাৰ লগতে সদস্যভুক্তি অভিযানো চলি আছে। কৰ্মীসকলৰ এই উৎসাহক ৰাজ্যিক নেতৃত্বই প্ৰশংসা কৰিছে।: [395, 1109, 735, 1261]
masthead-rule-thin: [15, 74, 1469, 75]
section-rule: [754, 974, 1094, 975]
section-rule: [1116, 603, 1469, 604]
article-operation-sindoor: [15, 1839, 746, 2194]
article-body: আৰু দলীয় তৰফৰ পৰা আমন্ত্ৰণ পোৱা পিছত প্ৰধানমন্ত্ৰীৰ সৈতে সাক্ষাৎ কৰিবলৈ মুখ্যমন্ত্ৰী নতুন দিল্লীলৈ যাত্ৰা কৰিছে। সাক্ষাতত ৰাজ্যৰ উন্নয়নমূলক প্ৰকল্পসমূহ, বানপানী নিয়ন্ত্ৰণ আৰু কেন্দ্ৰীয় সাহায্যৰ বিষয়ে আলোচনা হোৱাৰ সম্ভাৱনা আছে। ৰাজনৈতিক মহলত এই সাক্ষাতক লৈ বিভিন্ন জল্পনা-কল্পনা চলিছে।: [754, 1143, 1094, 1256]
article-body: আজি নাগৰিক সমাজৰ এখন বৈঠকত উদ্দেশ্যে অহা ৫ আৰু ৬ জুলাইত গুৱাহাটীত এখন ৰাজ্যিক অভিবৰ্তন অনুষ্ঠিত কৰা হ’ব। এই অভিবৰ্তনত বিজেপি চৰকাৰৰ দহ বছৰীয়া শাসনৰ ব্যৰ্থতাৰ বিষয়ে এখন শ্বেতপত্ৰ প্ৰকাশ কৰা হ’ব। মূল্যবৃদ্ধি, নিবনুৱা সমস্যা, দুৰ্নীতি আদি বিষয়সমূহ শ্বেতপত্ৰখনত সন্নিবিষ্ট কৰা হ’ব বুলি সংগঠকসকলে জনায়। ৰাজ্যৰ বিভিন্ন প্ৰান্তৰ পৰা বুদ্ধিজীৱী, শিক্ষাবিদ আৰু সমাজকৰ্মীসকলে অভিবৰ্তনত অংশগ্ৰহণ কৰিব। অভিবৰ্তনৰ সফলতাৰ বাবে এখন আদৰণি সমিতি গঠন কৰা হৈছে।: [1122, 1951, 1469, 2122]
article-body: চেলছিয়াছ বৃদ্ধি পাব। ইফালে বাতাহ অসহনীয় গৰমৰ বাবে হীট ষ্ট্ৰ’ক হ’ব পাৰে বুলি সতৰ্ক কৰি দিছে চিকিৎসকসকলে। অতিপাত গৰমৰ বাবে দুপৰীয়াৰ সময়ত ঘৰৰ বাহিৰ নোলাবলৈ আৰু প্ৰচুৰ পানী খাবলৈ পৰামৰ্শ দিয়া হৈছে। গুৱাহাটীত বুধবাৰে সৰ্বোচ্চ তাপমাত্ৰা ৩৮.১ ডিগ্ৰী চেলছিয়াছ আৰু সৰ্বনিম্ন তাপমাত্ৰা ২৮.৫ ডিগ্ৰী চেলছিয়াছ লিপিবদ্ধ কৰা হয়। মালিগাঁও, ডিব্ৰুগড়, তেজপুৰ, শিলচৰ, ধুবুৰী আদি ঠাইতো তাপমাত্ৰা ৩৭ ডিগ্ৰীৰ ওপৰত উঠে। আৱহাওৱা বিভাগৰ মতে অহা দুদিনলৈ অৱস্থা অপৰিবৰ্তিত থাকিব। গৰমৰ বাবে শিশু আৰু বয়োজ্যেষ্ঠ লোকসকলে বিশেষ সাৱধানতা অৱলম্বন কৰিব লাগে। বিদ্যুৎ যোগানৰ অনিয়মৰ বাবেও ৰাইজ অসুবিধাত পৰিছে। চিকিৎসকসকলে ওআৰএছ, লেবু পানী আদি গ্ৰহণ কৰিবলৈ পৰামৰ্শ দিছে।: [15, 1022, 372, 1252]
